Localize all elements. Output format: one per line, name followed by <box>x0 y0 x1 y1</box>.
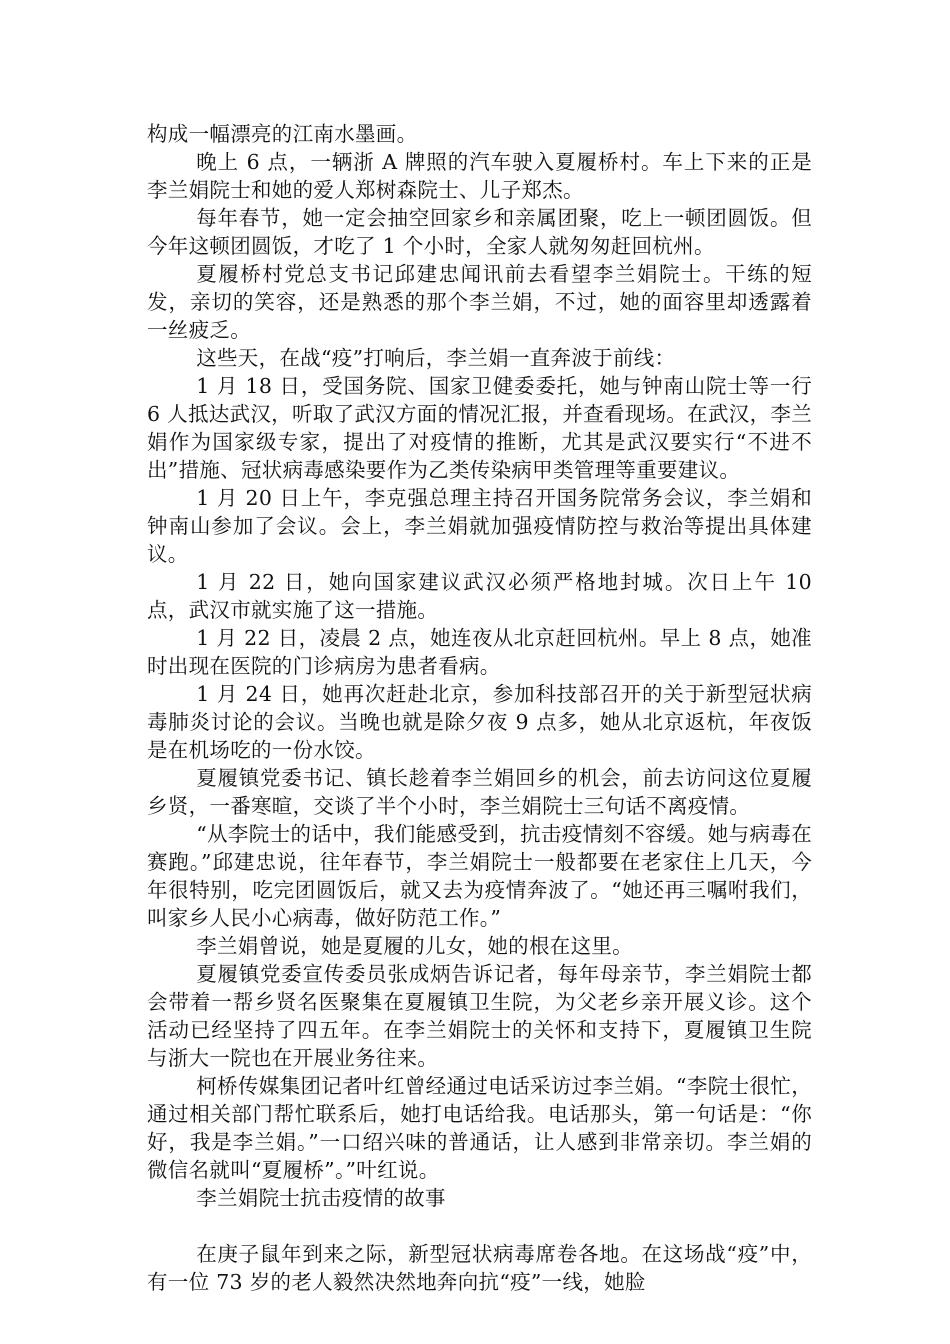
paragraph: 夏履镇党委宣传委员张成炳告诉记者，每年母亲节，李兰娟院士都会带着一帮乡贤名医聚集在夏履镇卫生院，为父老乡亲开展义诊。这个活动已经坚持了四五年。在李兰娟院士的关怀和支持下，夏履镇卫生院与浙大一院也在开展业务往来。 <box>147 962 812 1070</box>
blank-line <box>147 1212 812 1240</box>
paragraph: 在庚子鼠年到来之际，新型冠状病毒席卷各地。在这场战“疫”中，有一位 73 岁的老人毅然决然地奔向抗“疫”一线，她脸 <box>147 1242 812 1294</box>
section-title: 李兰娟院士抗击疫情的故事 <box>196 1186 446 1210</box>
paragraph: 这些天，在战“疫”打响后，李兰娟一直奔波于前线： <box>196 346 676 370</box>
paragraph: 1 月 20 日上午，李克强总理主持召开国务院常务会议，李兰娟和钟南山参加了会议。会上，李兰娟就加强疫情防控与救治等提出具体建议。 <box>147 486 812 566</box>
paragraph: 1 月 22 日，她向国家建议武汉必须严格地封城。次日上午 10 点，武汉市就实施了这一措施。 <box>147 570 812 622</box>
paragraph: 1 月 24 日，她再次赶赴北京，参加科技部召开的关于新型冠状病毒肺炎讨论的会议。当晚也就是除夕夜 9 点多，她从北京返杭，年夜饭是在机场吃的一份水饺。 <box>147 682 812 762</box>
paragraph: 每年春节，她一定会抽空回家乡和亲属团聚，吃上一顿团圆饭。但今年这顿团圆饭，才吃了 1 个小时，全家人就匆匆赶回杭州。 <box>147 206 812 258</box>
paragraph: 1 月 18 日，受国务院、国家卫健委委托，她与钟南山院士等一行 6 人抵达武汉，听取了武汉方面的情况汇报，并查看现场。在武汉，李兰娟作为国家级专家，提出了对疫情的推断，尤其是武汉要实行“不进不出”措施、冠状病毒感染要作为乙类传染病甲类管理等重要建议。 <box>147 374 812 482</box>
paragraph: 1 月 22 日，凌晨 2 点，她连夜从北京赶回杭州。早上 8 点，她准时出现在医院的门诊病房为患者看病。 <box>147 626 812 678</box>
paragraph: “从李院士的话中，我们能感受到，抗击疫情刻不容缓。她与病毒在赛跑。”邱建忠说，往年春节，李兰娟院士一般都要在老家住上几天，今年很特别，吃完团圆饭后，就又去为疫情奔波了。“她还再三嘱咐我们，叫家乡人民小心病毒，做好防范工作。” <box>147 822 812 930</box>
paragraph: 夏履桥村党总支书记邱建忠闻讯前去看望李兰娟院士。干练的短发，亲切的笑容，还是熟悉的那个李兰娟，不过，她的面容里却透露着一丝疲乏。 <box>147 262 812 342</box>
paragraph: 柯桥传媒集团记者叶红曾经通过电话采访过李兰娟。“李院士很忙，通过相关部门帮忙联系后，她打电话给我。电话那头，第一句话是：“你好，我是李兰娟。”一口绍兴味的普通话，让人感到非常亲切。李兰娟的微信名就叫“夏履桥”。”叶红说。 <box>147 1074 812 1182</box>
paragraph: 夏履镇党委书记、镇长趁着李兰娟回乡的机会，前去访问这位夏履乡贤，一番寒暄，交谈了半个小时，李兰娟院士三句话不离疫情。 <box>147 766 812 818</box>
article-body <box>147 120 812 1296</box>
paragraph: 李兰娟曾说，她是夏履的儿女，她的根在这里。 <box>196 934 633 958</box>
paragraph: 晚上 6 点，一辆浙 A 牌照的汽车驶入夏履桥村。车上下来的正是李兰娟院士和她的爱人郑树森院士、儿子郑杰。 <box>147 150 812 202</box>
paragraph-continuation: 构成一幅漂亮的江南水墨画。 <box>147 122 418 146</box>
